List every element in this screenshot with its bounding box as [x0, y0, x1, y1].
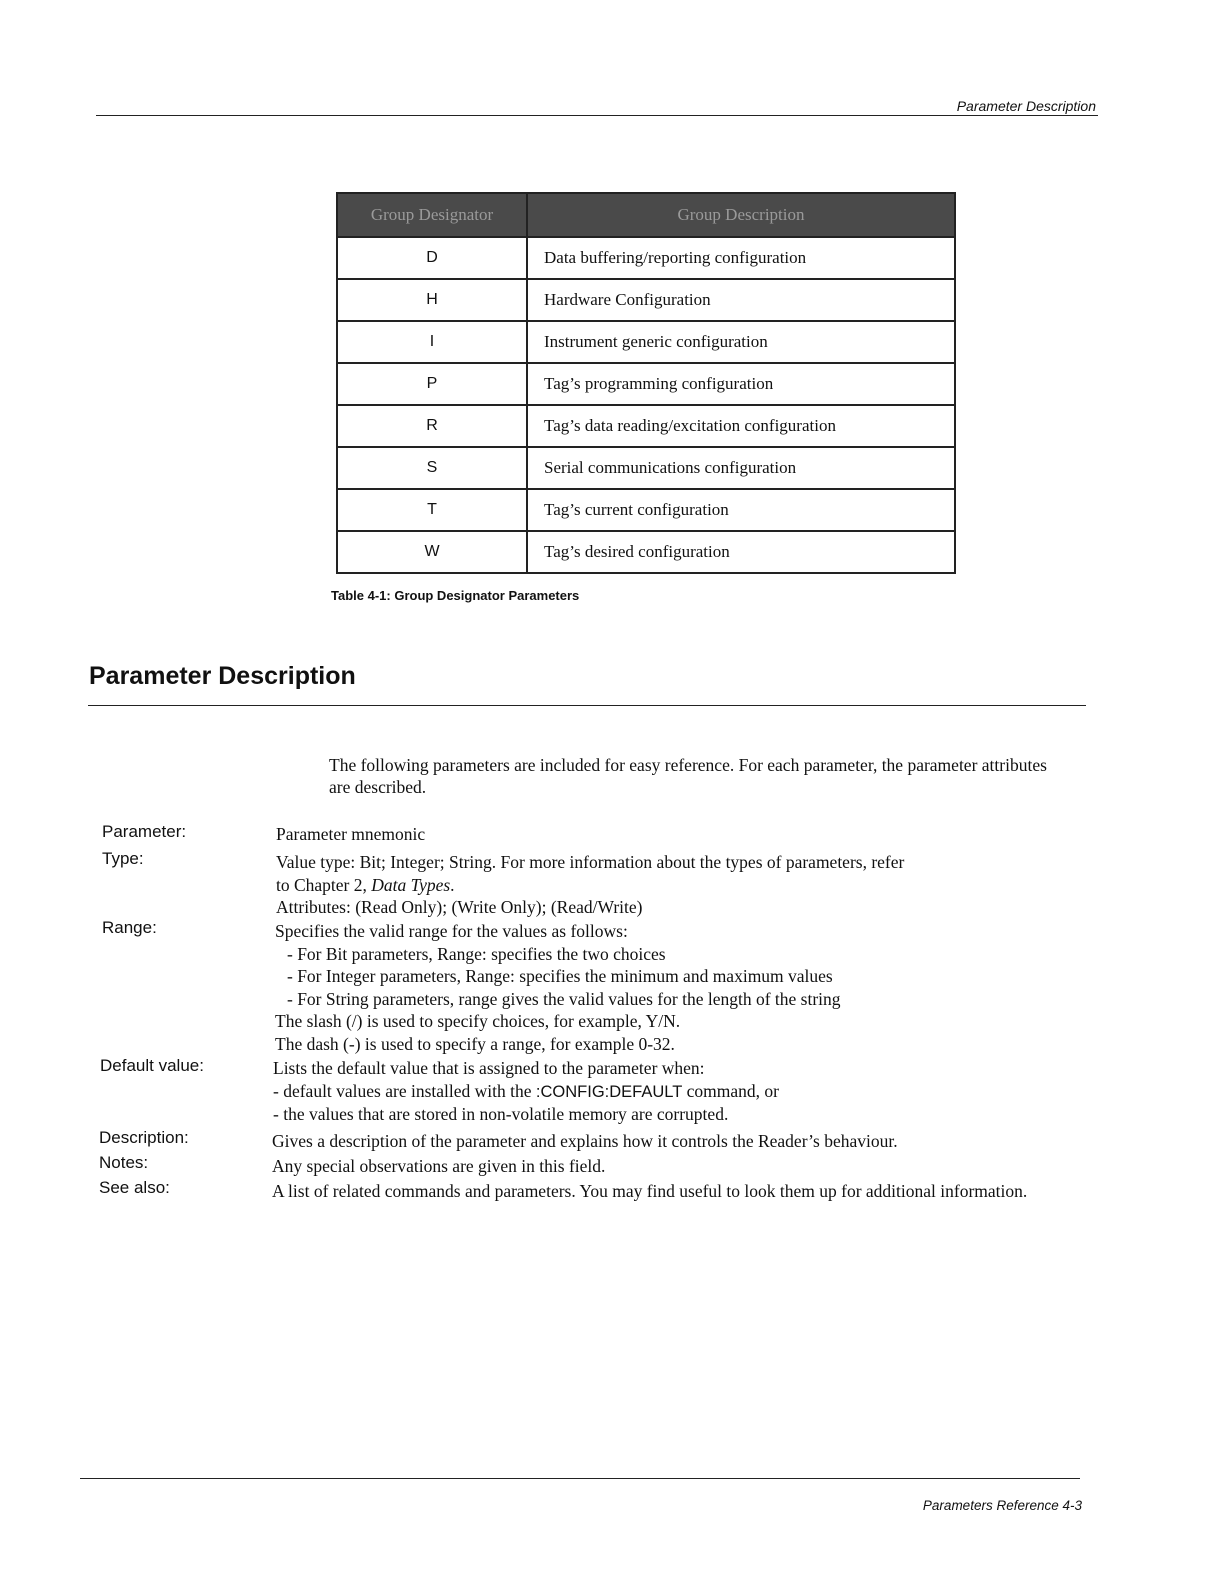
table-row — [337, 363, 955, 405]
range-line: - For Integer parameters, Range: specifies the minimum and maximum values — [287, 966, 833, 986]
description-cell: Tag’s data reading/excitation configuration — [527, 405, 955, 447]
table-caption: Table 4-1: Group Designator Parameters — [331, 588, 580, 603]
section-title: Parameter Description — [89, 662, 356, 690]
default-line-end: command, or — [682, 1080, 779, 1101]
range-line: Specifies the valid range for the values as follows: — [275, 921, 628, 941]
label-notes: Notes: — [99, 1153, 149, 1172]
default-line — [273, 1080, 1083, 1104]
column-header-designator: Group Designator — [337, 193, 527, 237]
intro-paragraph: The following parameters are included for easy reference. For each parameter, the parameter attributes are described. — [329, 755, 1047, 797]
designator-cell: I — [337, 321, 527, 363]
description-cell: Data buffering/reporting configuration — [527, 237, 955, 279]
type-line: Value type: Bit; Integer; String. For more information about the types of parameters, refer — [276, 852, 905, 872]
table-row — [337, 279, 955, 321]
table-row — [337, 531, 955, 573]
designator-cell: H — [337, 279, 527, 321]
type-chapter-end: . — [450, 874, 455, 895]
notes-text: Any special observations are given in this field. — [272, 1156, 606, 1176]
designator-cell: S — [337, 447, 527, 489]
designator-cell: P — [337, 363, 527, 405]
default-line: - the values that are stored in non-volatile memory are corrupted. — [273, 1104, 729, 1124]
range-line: - For String parameters, range gives the valid values for the length of the string — [287, 988, 841, 1009]
description-text: Gives a description of the parameter and explains how it controls the Reader’s behaviour. — [272, 1131, 898, 1151]
running-header-title: Parameter Description — [956, 98, 1096, 114]
footer-rule — [80, 1478, 1080, 1479]
value-type — [276, 851, 1086, 919]
column-header-description: Group Description — [527, 193, 955, 237]
value-parameter — [276, 823, 1086, 846]
group-designator-table — [336, 192, 956, 574]
label-see-also: See also: — [99, 1178, 170, 1197]
default-line: Lists the default value that is assigned to the parameter when: — [273, 1058, 705, 1078]
value-notes — [272, 1155, 1082, 1178]
section-rule — [88, 705, 1086, 706]
value-description — [272, 1130, 1082, 1153]
type-line: Attributes: (Read Only); (Write Only); (Read/Write) — [276, 897, 643, 917]
designator-cell: T — [337, 489, 527, 531]
header-rule — [96, 115, 1098, 116]
default-line-start: - default values are installed with the — [273, 1080, 536, 1101]
value-default-value — [273, 1057, 1083, 1126]
range-line: - For Bit parameters, Range: specifies the two choices — [287, 943, 666, 964]
label-default-value: Default value: — [100, 1056, 204, 1075]
range-line: The dash (-) is used to specify a range, for example 0-32. — [275, 1033, 675, 1054]
description-cell: Hardware Configuration — [527, 279, 955, 321]
type-chapter-ref: to Chapter 2, — [276, 874, 372, 895]
see-also-text: A list of related commands and parameters. You may find useful to look them up for additional information. — [272, 1181, 1028, 1201]
description-cell: Tag’s current configuration — [527, 489, 955, 531]
table-header-row — [337, 193, 955, 237]
label-description: Description: — [99, 1128, 189, 1147]
label-type: Type: — [102, 849, 144, 868]
label-range: Range: — [102, 918, 157, 937]
description-cell: Tag’s desired configuration — [527, 531, 955, 573]
table-row — [337, 321, 955, 363]
label-parameter: Parameter: — [102, 822, 187, 841]
designator-cell: W — [337, 531, 527, 573]
table-row — [337, 489, 955, 531]
description-cell: Tag’s programming configuration — [527, 363, 955, 405]
description-cell: Serial communications configuration — [527, 447, 955, 489]
table-row — [337, 447, 955, 489]
designator-cell: D — [337, 237, 527, 279]
range-line: The slash (/) is used to specify choices, for example, Y/N. — [275, 1011, 681, 1031]
type-chapter-title: Data Types — [371, 874, 451, 895]
config-default-command: :CONFIG:DEFAULT — [535, 1082, 683, 1101]
parameter-text: Parameter mnemonic — [276, 824, 426, 844]
description-cell: Instrument generic configuration — [527, 321, 955, 363]
value-see-also — [272, 1180, 1080, 1203]
running-footer: Parameters Reference 4-3 — [922, 1498, 1082, 1513]
table-row — [337, 405, 955, 447]
designator-cell: R — [337, 405, 527, 447]
table-row — [337, 237, 955, 279]
type-line — [276, 874, 1086, 897]
value-range — [275, 920, 1085, 1055]
